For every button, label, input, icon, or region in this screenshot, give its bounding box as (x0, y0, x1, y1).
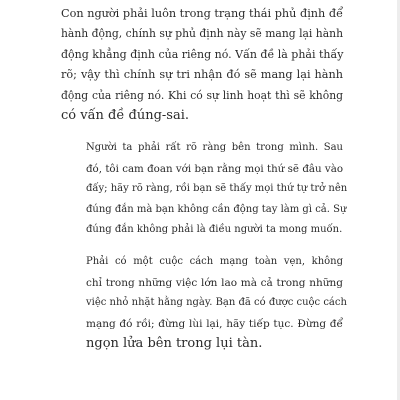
text-line: hành động, chính sự phủ định này sẽ mang lại hành (61, 27, 343, 41)
text-line: đúng đắn không phải là điều người ta mong muốn. (86, 224, 343, 236)
text-line: Con người phải luôn trong trạng thái phủ định để (61, 7, 343, 20)
text-line: đúng đắn mà bạn không cần động tay làm gì cả. Sự (86, 203, 347, 215)
text-line: có vấn đề đúng-sai. (61, 108, 190, 124)
text-line: đó, tôi cam đoan với bạn rằng mọi thứ sẽ đâu vào (86, 162, 343, 175)
text-line: động của riêng nó. Khi có sự linh hoạt thì sẽ không (61, 88, 343, 102)
text-line: Người ta phải rất rõ ràng bên trong mình. Sau (86, 142, 343, 154)
text-line: Phải có một cuộc cách mạng toàn vẹn, không (86, 256, 343, 268)
paragraph-2 (61, 138, 348, 240)
body-text (61, 4, 348, 355)
text-line: đấy; hãy rõ ràng, rồi bạn sẽ thấy mọi thứ tự trở nên (86, 183, 348, 195)
text-line: mạng đó rồi; đừng lùi lại, hãy tiếp tục. Đừng để (86, 317, 343, 330)
paragraph-3 (61, 252, 347, 354)
text-line: chỉ trong những việc lớn lao mà cả trong những (86, 276, 343, 289)
text-line: rõ; vậy thì chính sự tri nhận đó sẽ mang lại hành (61, 68, 343, 82)
text-line: ngọn lửa bên trong lụi tàn. (86, 336, 263, 352)
text-line: việc nhỏ nhặt hằng ngày. Bạn đã có được cuộc cách (86, 297, 347, 309)
paragraph-1 (61, 4, 343, 126)
text-line: động khẳng định của riêng nó. Vấn đề là phải thấy (61, 47, 344, 61)
